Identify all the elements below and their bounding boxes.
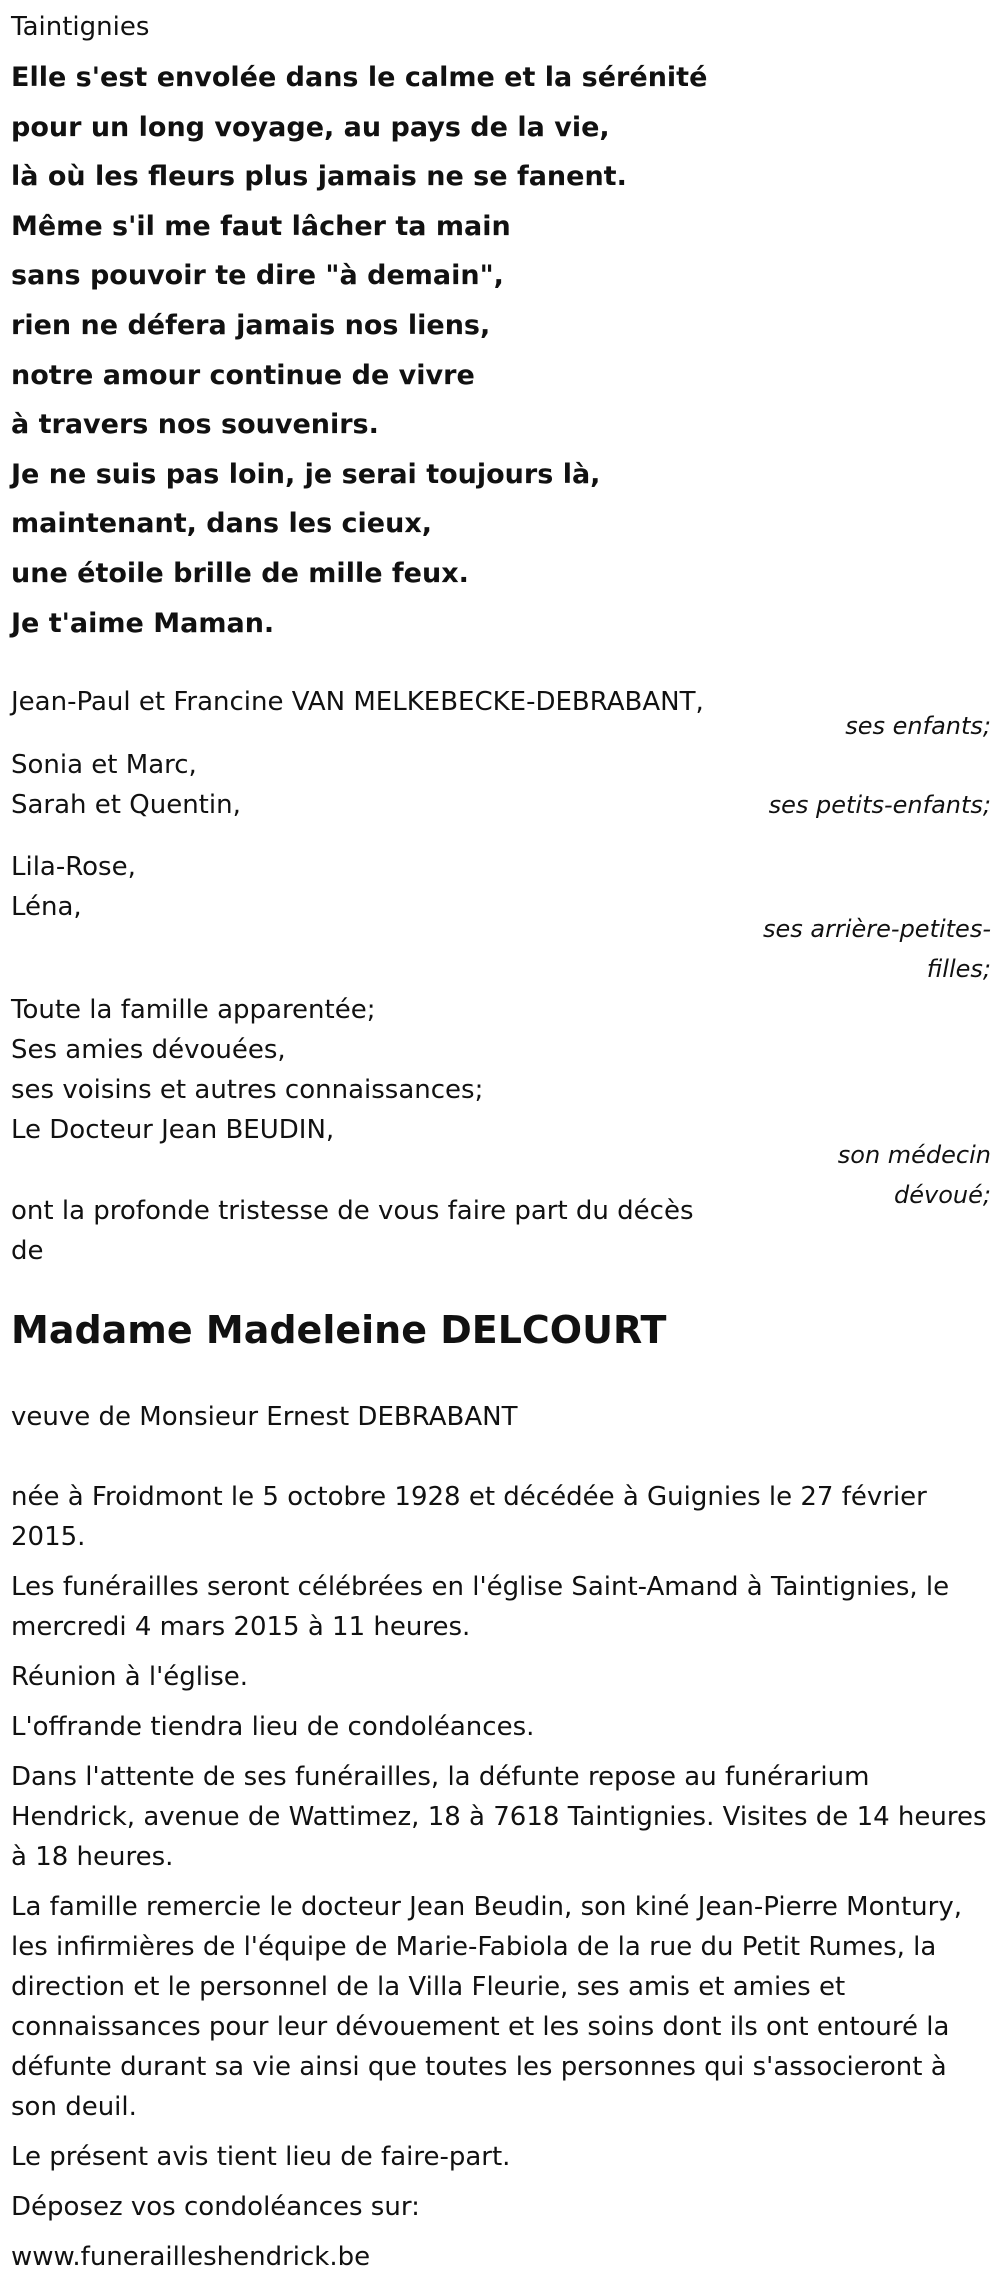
notice-statement: Le présent avis tient lieu de faire-part. xyxy=(11,2142,511,2172)
family-group-others xyxy=(11,990,991,1209)
funeral-home-details: Dans l'attente de ses funérailles, la défunte repose au funérarium Hendrick, avenue de Wattimez, 18 à 7618 Taintignies. Visites de 14 heures à 18 heures. xyxy=(11,1762,987,1872)
family-name-line: Lila-Rose, xyxy=(11,852,136,882)
family-role-line: filles; xyxy=(926,955,991,983)
family-name-line: Ses amies dévouées, xyxy=(11,1035,286,1065)
poem-line: Même s'il me faut lâcher ta main xyxy=(11,210,511,242)
family-role xyxy=(769,785,991,825)
family-role-line: ses arrière-petites- xyxy=(763,915,991,943)
poem-line: là où les fleurs plus jamais ne se fanent. xyxy=(11,161,627,193)
notice-body xyxy=(11,1477,991,2287)
family-role-line: ses enfants; xyxy=(845,712,991,740)
announcement-line: de xyxy=(11,1236,44,1266)
poem-line: une étoile brille de mille feux. xyxy=(11,557,469,589)
meeting-place: Réunion à l'église. xyxy=(11,1662,249,1692)
poem-line: Je ne suis pas loin, je serai toujours là, xyxy=(11,458,601,490)
offering-note: L'offrande tiendra lieu de condoléances. xyxy=(11,1712,535,1742)
family-group-children xyxy=(11,682,991,740)
family-name-line: ses voisins et autres connaissances; xyxy=(11,1075,484,1105)
family-name-line: Le Docteur Jean BEUDIN, xyxy=(11,1115,335,1145)
family-group-great-grandchildren xyxy=(11,847,991,983)
family-name-line: Jean-Paul et Francine VAN MELKEBECKE-DEBRABANT, xyxy=(11,687,704,717)
family-role-line: dévoué; xyxy=(894,1181,991,1209)
announcement xyxy=(11,1191,991,1271)
poem-line: notre amour continue de vivre xyxy=(11,359,475,391)
condolences-website-link[interactable]: www.funerailleshendrick.be xyxy=(11,2242,371,2272)
family-role xyxy=(763,909,991,989)
poem-line: maintenant, dans les cieux, xyxy=(11,508,433,540)
poem-line: sans pouvoir te dire "à demain", xyxy=(11,260,504,292)
funeral-details: Les funérailles seront célébrées en l'église Saint-Amand à Taintignies, le mercredi 4 mars 2015 à 11 heures. xyxy=(11,1572,950,1642)
family-role-line: ses petits-enfants; xyxy=(768,791,991,819)
deceased-name: Madame Madeleine DELCOURT xyxy=(11,1308,667,1352)
family-name-line: Sarah et Quentin, xyxy=(11,790,241,820)
family-name-line: Toute la famille apparentée; xyxy=(11,995,376,1025)
family-name-line: Léna, xyxy=(11,892,82,922)
poem-line: rien ne défera jamais nos liens, xyxy=(11,309,491,341)
birth-death-dates: née à Froidmont le 5 octobre 1928 et décédée à Guignies le 27 février 2015. xyxy=(11,1482,927,1552)
town-header: Taintignies xyxy=(11,12,150,42)
thanks-paragraph: La famille remercie le docteur Jean Beudin, son kiné Jean-Pierre Montury, les infirmières de l'équipe de Marie-Fabiola de la rue du Petit Rumes, la direction et le personnel de la Villa Fleurie, ses amis et amies et connaissances pour leur dévouement et les soins dont ils ont entouré la défunte durant sa vie ainsi que toutes les personnes qui s'associeront à son deuil. xyxy=(11,1892,963,2122)
poem-line: à travers nos souvenirs. xyxy=(11,409,379,441)
announcement-line: ont la profonde tristesse de vous faire part du décès xyxy=(11,1196,694,1226)
family-role xyxy=(845,706,991,746)
poem xyxy=(11,53,707,648)
poem-line: pour un long voyage, au pays de la vie, xyxy=(11,111,610,143)
family-role-line: son médecin xyxy=(837,1141,991,1169)
poem-line: Elle s'est envolée dans le calme et la sérénité xyxy=(11,62,708,93)
family-name-line: Sonia et Marc, xyxy=(11,750,197,780)
widow-of: veuve de Monsieur Ernest DEBRABANT xyxy=(11,1402,518,1432)
poem-line: Je t'aime Maman. xyxy=(11,607,275,639)
condolences-prompt: Déposez vos condoléances sur: xyxy=(11,2192,420,2222)
family-group-grandchildren xyxy=(11,745,991,825)
